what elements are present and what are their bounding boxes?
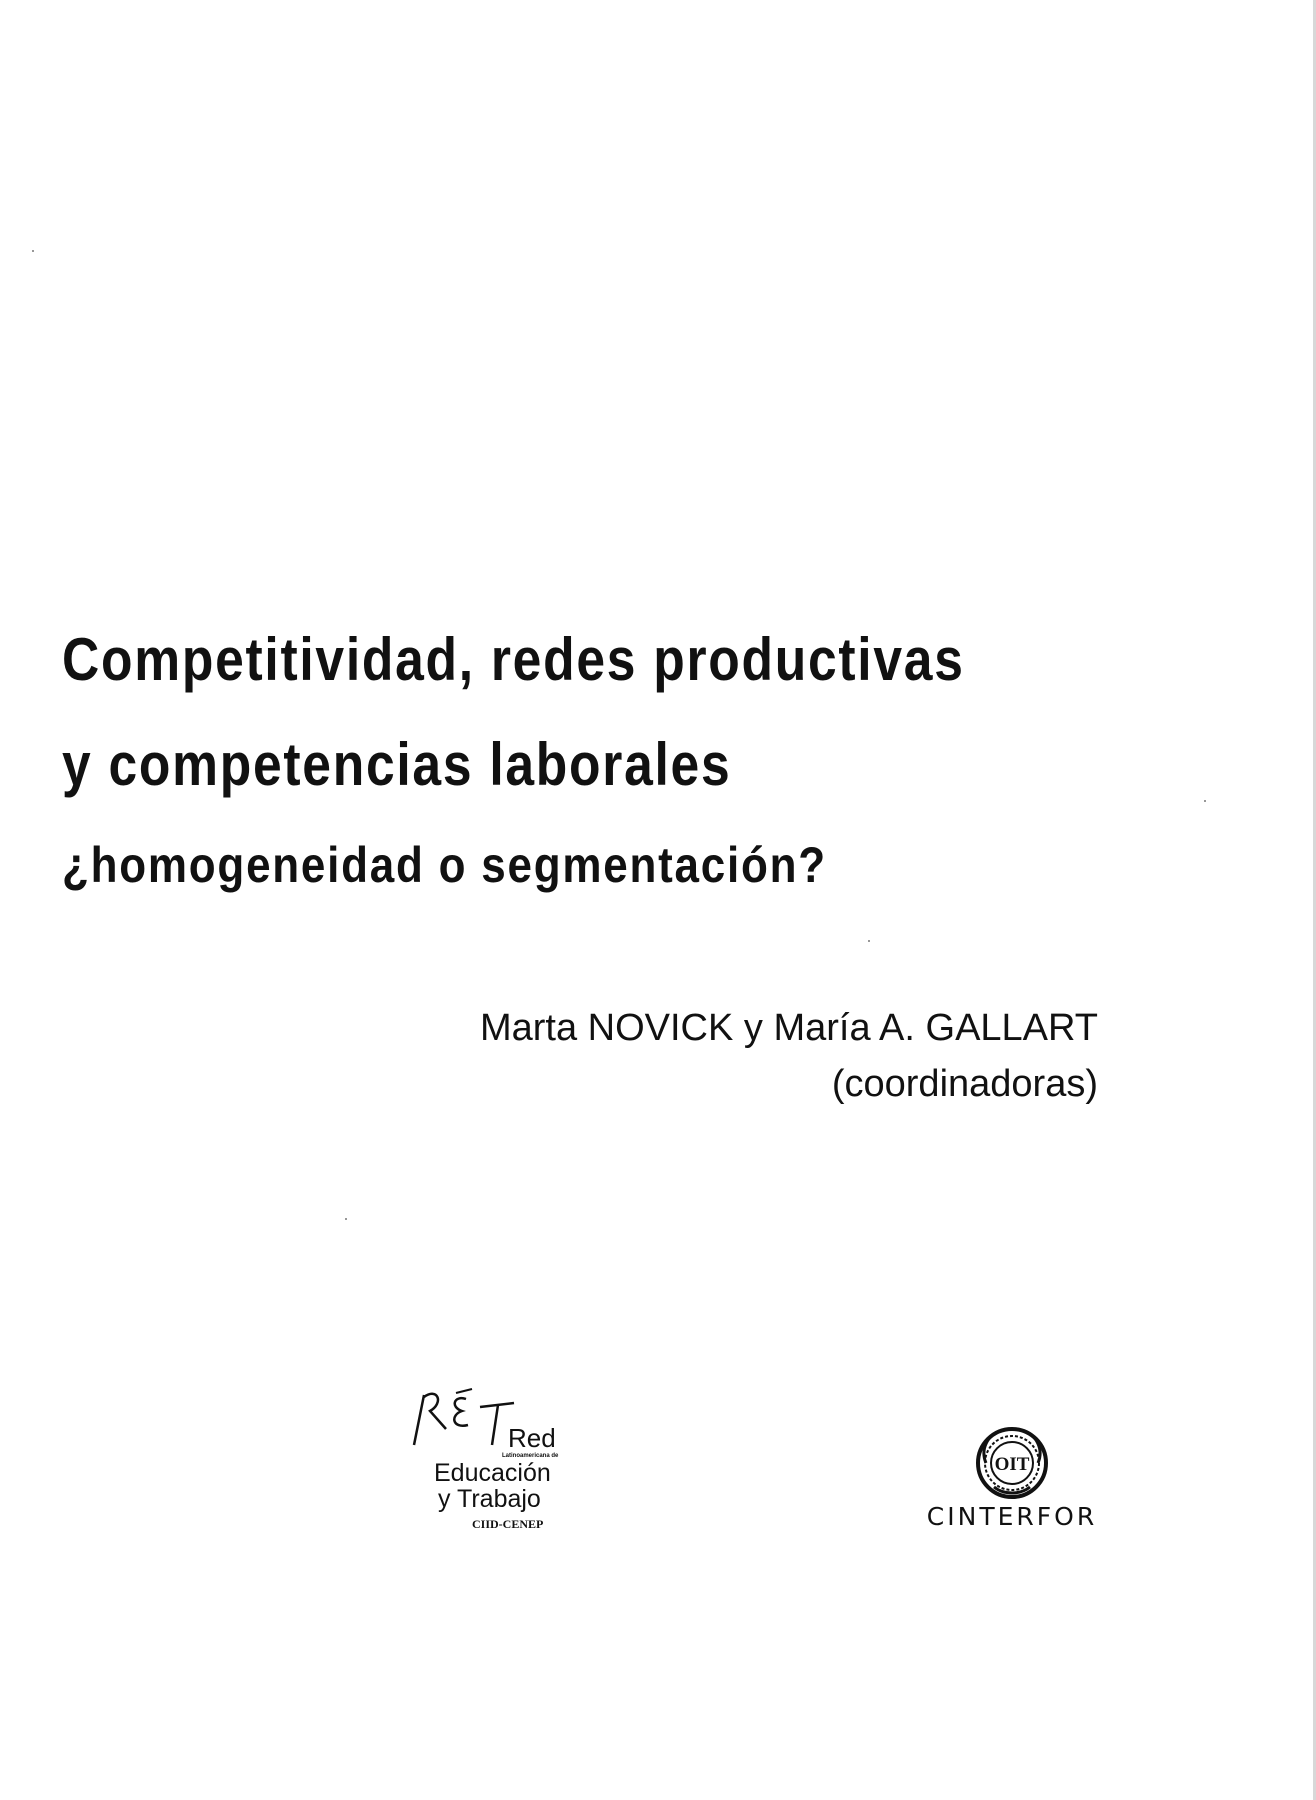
title-line-2: y competencias laborales (62, 731, 732, 798)
scan-speck (32, 250, 34, 252)
ret-org-label: CIID-CENEP (472, 1517, 544, 1531)
author-role: (coordinadoras) (831, 1063, 1098, 1105)
title-line-1: Competitividad, redes productivas (62, 626, 965, 693)
scan-speck (868, 940, 870, 942)
scan-speck (1204, 800, 1206, 802)
oit-seal-icon (974, 1425, 1050, 1501)
subtitle: ¿homogeneidad o segmentación? (62, 837, 827, 893)
ret-tagline: Latinoamericana de (502, 1453, 559, 1459)
ret-monogram-icon (410, 1385, 520, 1455)
author-names: Marta NOVICK y María A. GALLART (479, 1007, 1098, 1049)
cinterfor-label: CINTERFOR (926, 1502, 1098, 1531)
oit-seal-text: OIT (994, 1454, 1030, 1475)
scan-speck (345, 1218, 347, 1220)
ret-logo (410, 1385, 570, 1535)
ret-red-label: Red (508, 1423, 556, 1453)
ret-trabajo-label: y Trabajo (438, 1485, 541, 1513)
oit-cinterfor-logo (922, 1420, 1102, 1540)
authors-block (480, 1000, 1098, 1112)
ret-educacion-label: Educación (434, 1459, 551, 1487)
